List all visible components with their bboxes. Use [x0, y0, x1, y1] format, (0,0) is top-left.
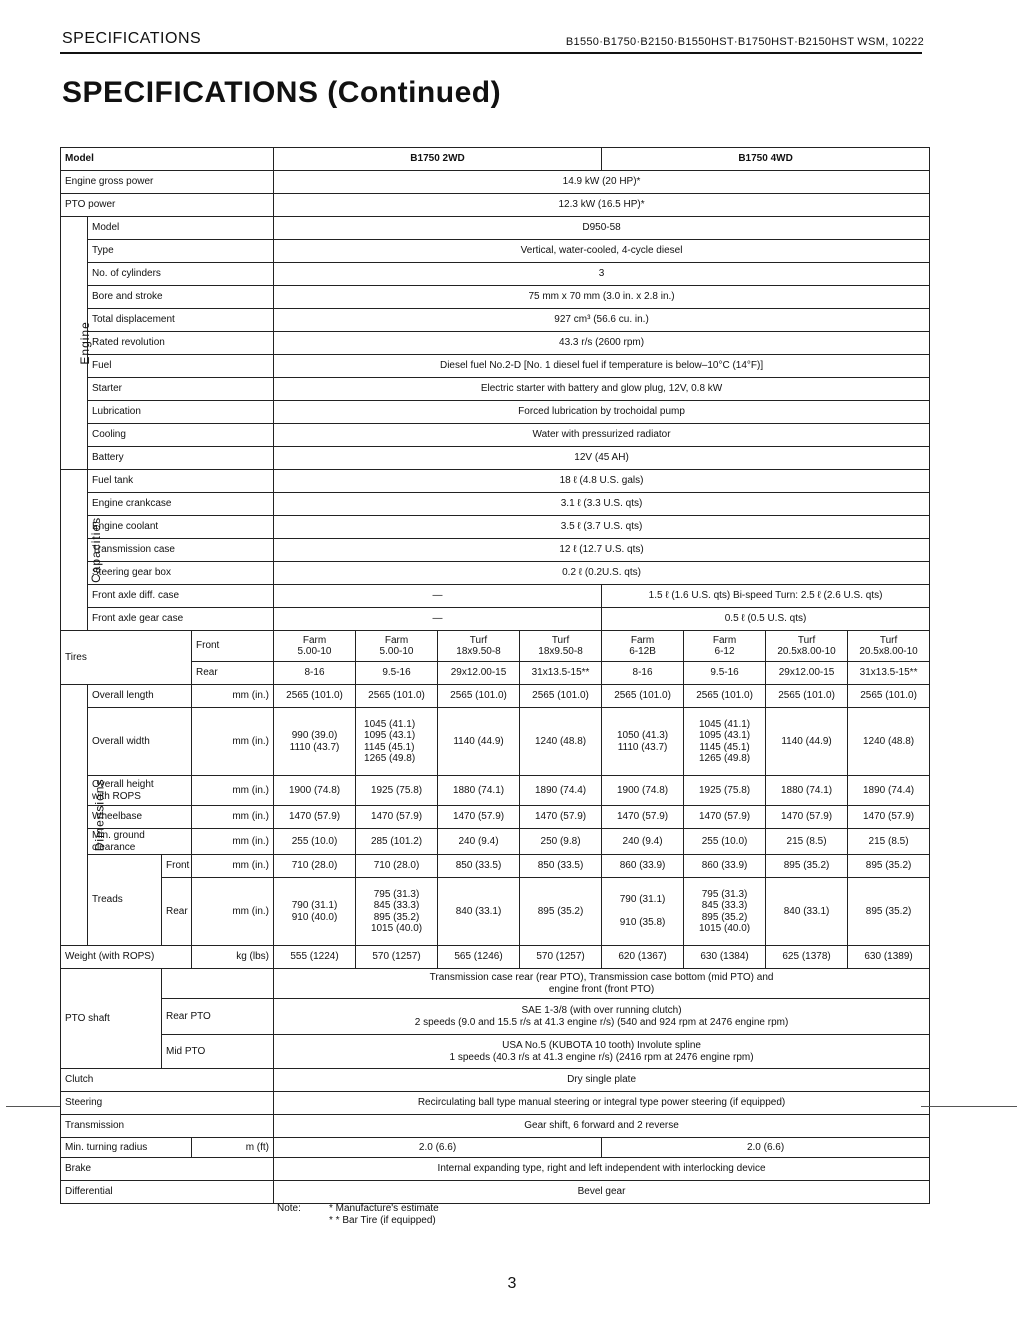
treads-label: Treads	[88, 855, 162, 946]
overall-width-2wd-b: 1045 (41.1) 1095 (43.1) 1145 (45.1) 1265 (49.8)	[356, 708, 438, 776]
row-engine-coolant: Engine coolant 3.5 ℓ (3.7 U.S. qts)	[61, 516, 930, 539]
row-treads-rear: Rear mm (in.) 790 (31.1) 910 (40.0) 795 (31.3) 845 (33.3) 895 (35.2) 1015 (40.0) 840 (33.1) 895 (35.2) 790 (31.1) 910 (35.8) 795 (31.3) 845 (33.3) 895 (35.2) 1015 (40.0) 840 (33.1) 895 (35.2)	[61, 878, 930, 946]
row-wheelbase: Wheelbase mm (in.) 1470 (57.9) 1470 (57.9) 1470 (57.9) 1470 (57.9) 1470 (57.9) 1470 (57.9) 1470 (57.9) 1470 (57.9)	[61, 806, 930, 829]
footnote-label: Note:	[277, 1203, 301, 1214]
row-mid-pto: Mid PTO USA No.5 (KUBOTA 10 tooth) Involute spline 1 speeds (40.3 r/s at 41.3 engine r/s) (2416 rpm at 2476 engine rpm)	[61, 1035, 930, 1069]
col-4wd-header: B1750 4WD	[602, 148, 930, 171]
row-overall-length: Dimensions Overall length mm (in.) 2565 (101.0) 2565 (101.0) 2565 (101.0) 2565 (101.0) 2565 (101.0) 2565 (101.0) 2565 (101.0) 2565 (101.0)	[61, 685, 930, 708]
row-front-axle-gear: Front axle gear case — 0.5 ℓ (0.5 U.S. qts)	[61, 608, 930, 631]
header-rule	[60, 52, 922, 54]
model-label: Model	[61, 148, 274, 171]
row-pto-power: PTO power 12.3 kW (16.5 HP)*	[61, 194, 930, 217]
row-steering: Steering Recirculating ball type manual steering or integral type power steering (if equipped)	[61, 1092, 930, 1115]
col-2wd-header: B1750 2WD	[274, 148, 602, 171]
row-engine-crankcase: Engine crankcase 3.1 ℓ (3.3 U.S. qts)	[61, 493, 930, 516]
row-fuel-tank: Capacities Fuel tank 18 ℓ (4.8 U.S. gals)	[61, 470, 930, 493]
scan-artifact-line-right	[921, 1106, 1017, 1107]
row-front-axle-diff: Front axle diff. case — 1.5 ℓ (1.6 U.S. qts) Bi-speed Turn: 2.5 ℓ (2.6 U.S. qts)	[61, 585, 930, 608]
tires-label: Tires	[61, 631, 192, 685]
specifications-table	[60, 147, 930, 1204]
row-lubrication: Lubrication Forced lubrication by trochoidal pump	[61, 401, 930, 424]
section-header: SPECIFICATIONS	[62, 30, 202, 47]
model-list-header: B1550·B1750·B2150·B1550HST·B1750HST·B2150HST WSM, 10222	[565, 36, 924, 48]
row-tires-front: Tires Front Farm 5.00-10 Farm 5.00-10 Turf 18x9.50-8 Turf 18x9.50-8 Farm 6-12B Farm 6-12 Turf 20.5x8.00-10 Turf 20.5x8.00-10	[61, 631, 930, 662]
page-title: SPECIFICATIONS (Continued)	[62, 76, 502, 109]
footnote-line-2: * * Bar Tire (if equipped)	[329, 1215, 436, 1226]
row-engine-gross-power: Engine gross power 14.9 kW (20 HP)*	[61, 171, 930, 194]
row-cylinders: No. of cylinders 3	[61, 263, 930, 286]
row-engine-model: Engine Model D950-58	[61, 217, 930, 240]
row-steering-gear-box: Steering gear box 0.2 ℓ (0.2U.S. qts)	[61, 562, 930, 585]
row-treads-front: Treads Front mm (in.) 710 (28.0) 710 (28.0) 850 (33.5) 850 (33.5) 860 (33.9) 860 (33.9) 895 (35.2) 895 (35.2)	[61, 855, 930, 878]
pto-shaft-label: PTO shaft	[61, 969, 162, 1069]
row-cooling: Cooling Water with pressurized radiator	[61, 424, 930, 447]
row-ground-clearance: Min. ground clearance mm (in.) 255 (10.0) 285 (101.2) 240 (9.4) 250 (9.8) 240 (9.4) 255 (10.0) 215 (8.5) 215 (8.5)	[61, 829, 930, 855]
row-overall-height: Overall height with ROPS mm (in.) 1900 (74.8) 1925 (75.8) 1880 (74.1) 1890 (74.4) 1900 (74.8) 1925 (75.8) 1880 (74.1) 1890 (74.4)	[61, 776, 930, 806]
row-engine-type: Type Vertical, water-cooled, 4-cycle diesel	[61, 240, 930, 263]
row-bore-stroke: Bore and stroke 75 mm x 70 mm (3.0 in. x 2.8 in.)	[61, 286, 930, 309]
scan-artifact-line-left	[6, 1106, 60, 1107]
dimensions-group-label: Dimensions	[61, 685, 88, 946]
row-starter: Starter Electric starter with battery and glow plug, 12V, 0.8 kW	[61, 378, 930, 401]
engine-group-label: Engine	[61, 217, 88, 470]
row-battery: Battery 12V (45 AH)	[61, 447, 930, 470]
header-row	[61, 148, 930, 171]
row-clutch: Clutch Dry single plate	[61, 1069, 930, 1092]
footnote-line-1: * Manufacture's estimate	[329, 1203, 439, 1214]
row-turning-radius: Min. turning radius m (ft) 2.0 (6.6) 2.0 (6.6)	[61, 1138, 930, 1158]
capacities-group-label: Capacities	[61, 470, 88, 631]
row-displacement: Total displacement 927 cm³ (56.6 cu. in.)	[61, 309, 930, 332]
row-overall-width: Overall width mm (in.) 990 (39.0) 1110 (43.7) 1045 (41.1) 1095 (43.1) 1145 (45.1) 1265 (49.8) 1140 (44.9) 1240 (48.8) 1050 (41.3) 1110 (43.7) 1045 (41.1) 1095 (43.1) 1145 (45.1) 1265 (49.8) 1140 (44.9) 1240 (48.8)	[61, 708, 930, 776]
row-differential: Differential Bevel gear	[61, 1181, 930, 1204]
row-fuel: Fuel Diesel fuel No.2-D [No. 1 diesel fuel if temperature is below–10°C (14°F)]	[61, 355, 930, 378]
page-number: 3	[507, 1275, 517, 1292]
row-weight: Weight (with ROPS) kg (lbs) 555 (1224) 570 (1257) 565 (1246) 570 (1257) 620 (1367) 630 (1384) 625 (1378) 630 (1389)	[61, 946, 930, 969]
row-transmission-case: Transmission case 12 ℓ (12.7 U.S. qts)	[61, 539, 930, 562]
row-pto-location: PTO shaft Transmission case rear (rear PTO), Transmission case bottom (mid PTO) and engine front (front PTO)	[61, 969, 930, 999]
row-tires-rear: Rear 8-16 9.5-16 29x12.00-15 31x13.5-15** 8-16 9.5-16 29x12.00-15 31x13.5-15**	[61, 662, 930, 685]
row-transmission: Transmission Gear shift, 6 forward and 2 reverse	[61, 1115, 930, 1138]
row-rated-revolution: Rated revolution 43.3 r/s (2600 rpm)	[61, 332, 930, 355]
row-brake: Brake Internal expanding type, right and left independent with interlocking device	[61, 1158, 930, 1181]
row-rear-pto: Rear PTO SAE 1-3/8 (with over running clutch) 2 speeds (9.0 and 15.5 r/s at 41.3 engine r/s) (540 and 924 rpm at 2476 engine rpm)	[61, 999, 930, 1035]
